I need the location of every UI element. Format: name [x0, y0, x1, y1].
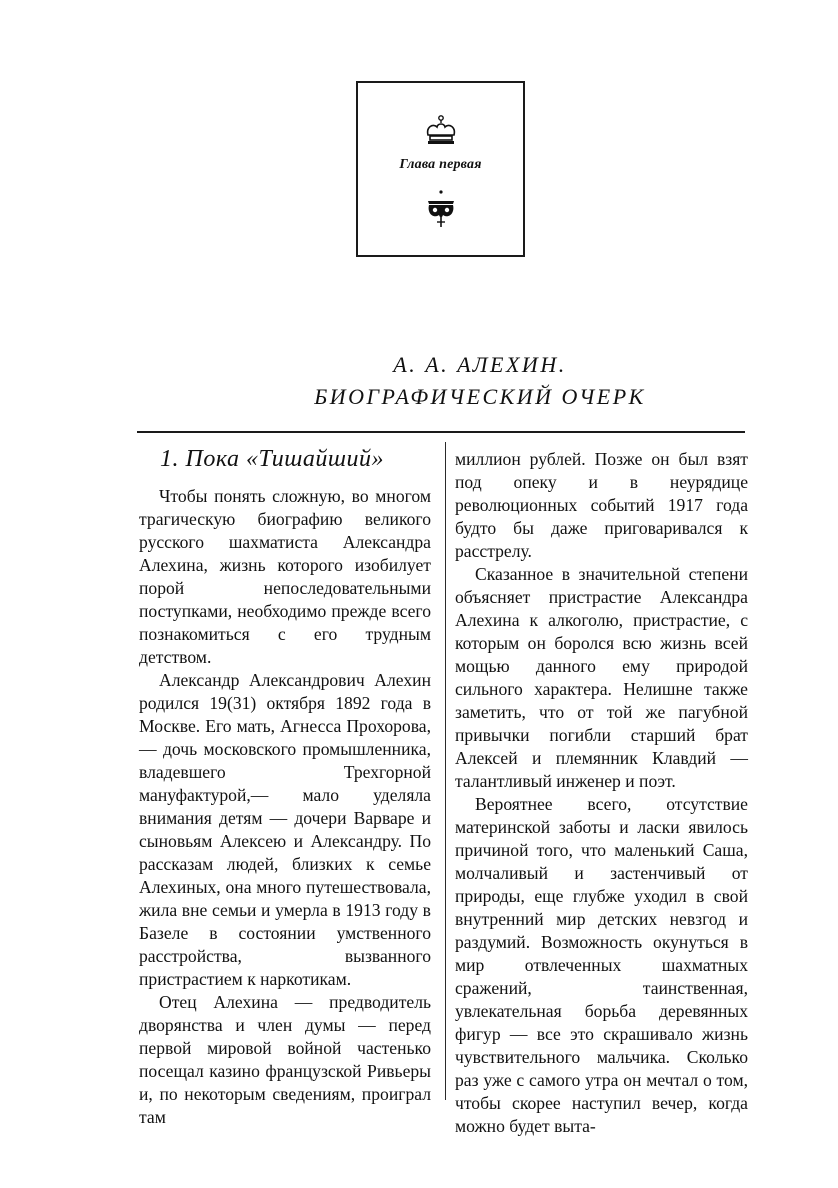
fleur-ornament-icon — [425, 189, 457, 229]
section-title: 1. Пока «Тишайший» — [160, 446, 384, 472]
paragraph: Чтобы понять сложную, во многом трагическую биографию великого русского шахматиста Александра Алехина, жизнь которого изобилует порой непоследовательными поступками, необходимо прежде всего познакомиться с его трудным детством. — [139, 486, 431, 667]
left-column — [139, 485, 431, 1129]
heading-divider — [137, 431, 745, 433]
paragraph: Александр Александрович Алехин родился 19(31) октября 1892 года в Москве. Его мать, Агнесса Прохорова,— дочь московского промышленника, владевшего Трехгорной мануфактурой,— мало уделяла внимания детям — дочери Варваре и сыновьям Алексею и Александру. По рассказам людей, близких к семье Алехиных, она много путешествовала, жила вне семьи и умерла в 1913 году в Базеле в состоянии умственного расстройства, вызванного пристрастием к наркотикам. — [139, 670, 431, 989]
column-divider — [445, 442, 446, 1100]
paragraph: Сказанное в значительной степени объясняет пристрастие Александра Алехина к алкоголю, пристрастие, с которым он боролся всю жизнь всей мощью данного ему природой сильного характера. Нелишне также заметить, что от той же пагубной привычки погибли старший брат Алексей и племянник Клавдий — талантливый инженер и поэт. — [455, 564, 748, 791]
chapter-label: Глава первая — [399, 157, 482, 172]
chapter-heading-line-1: А. А. АЛЕХИН. — [393, 352, 567, 377]
chapter-frame — [356, 81, 525, 257]
paragraph: Отец Алехина — предводитель дворянства и член думы — перед первой мировой войной частенько посещал казино французской Ривьеры и, по некоторым сведениям, проиграл там — [139, 992, 431, 1127]
crown-icon — [424, 115, 458, 145]
paragraph: миллион рублей. Позже он был взят под опеку и в неурядице революционных событий 1917 года будто бы даже приговаривался к расстрелу. — [455, 449, 748, 561]
right-column — [455, 448, 748, 1138]
chapter-heading-line-2: БИОГРАФИЧЕСКИЙ ОЧЕРК — [314, 384, 646, 409]
paragraph: Вероятнее всего, отсутствие материнской заботы и ласки явилось причиной того, что маленький Саша, молчаливый и застенчивый от природы, еще глубже уходил в свой внутренний мир детских невзгод и раздумий. Возможность окунуться в мир отвлеченных шахматных сражений, таинственная, увлекательная борьба деревянных фигур — все это скрашивало жизнь чувствительного мальчика. Сколько раз уже с самого утра он мечтал о том, чтобы скорее наступил вечер, когда можно будет выта- — [455, 794, 748, 1136]
